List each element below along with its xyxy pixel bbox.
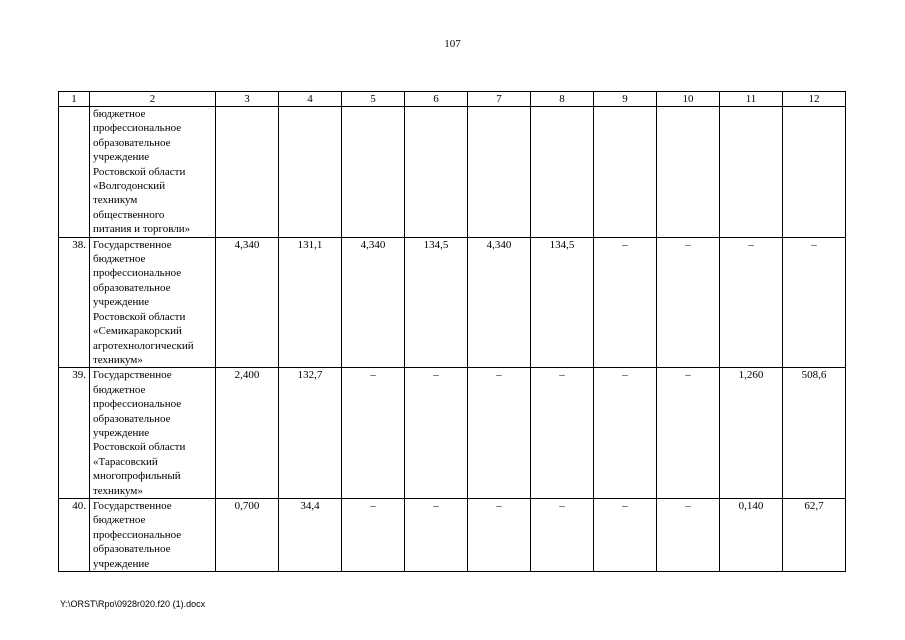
value-cell: – — [783, 237, 846, 368]
value-cell: – — [594, 498, 657, 571]
value-cell: 34,4 — [279, 498, 342, 571]
value-cell: 4,340 — [468, 237, 531, 368]
header-cell: 6 — [405, 92, 468, 107]
value-cell: 1,260 — [720, 368, 783, 499]
name-line: многопрофильный — [93, 470, 181, 483]
header-cell: 8 — [531, 92, 594, 107]
name-line: общественного — [93, 208, 165, 221]
table-row — [59, 107, 846, 238]
value-cell: – — [594, 237, 657, 368]
name-line: Ростовской области — [93, 441, 186, 454]
value-cell — [405, 107, 468, 238]
value-cell — [720, 107, 783, 238]
header-cell: 9 — [594, 92, 657, 107]
row-number: 39. — [59, 368, 90, 499]
name-line: образовательное — [93, 136, 171, 149]
value-cell — [468, 107, 531, 238]
value-cell: 508,6 — [783, 368, 846, 499]
name-line: «Волгодонский — [93, 180, 166, 193]
name-line: образовательное — [93, 543, 171, 556]
value-cell: – — [594, 368, 657, 499]
name-line: «Семикаракорский — [93, 325, 182, 338]
table-row — [59, 498, 846, 571]
name-line: учреждение — [93, 296, 150, 309]
file-path-footer: Y:\ORST\Rpo\0928r020.f20 (1).docx — [60, 599, 206, 609]
table-row — [59, 237, 846, 368]
row-number: 38. — [59, 237, 90, 368]
name-line: агротехнологический — [93, 339, 194, 352]
value-cell: 4,340 — [216, 237, 279, 368]
header-cell: 11 — [720, 92, 783, 107]
header-cell: 3 — [216, 92, 279, 107]
value-cell — [279, 107, 342, 238]
name-line: учреждение — [93, 426, 150, 439]
name-line: профессиональное — [93, 528, 182, 541]
institution-name — [90, 368, 216, 499]
name-line: бюджетное — [93, 253, 146, 266]
name-line: «Тарасовский — [93, 455, 158, 468]
name-line: питания и торговли» — [93, 223, 191, 236]
name-line: Государственное — [93, 369, 172, 382]
value-cell: – — [657, 498, 720, 571]
name-line: техникум» — [93, 353, 143, 366]
name-line: учреждение — [93, 151, 150, 164]
name-line: профессиональное — [93, 267, 182, 280]
name-line: учреждение — [93, 557, 150, 570]
value-cell — [216, 107, 279, 238]
value-cell — [531, 107, 594, 238]
header-cell: 4 — [279, 92, 342, 107]
value-cell: – — [531, 368, 594, 499]
name-line: бюджетное — [93, 108, 146, 120]
name-line: профессиональное — [93, 122, 182, 135]
value-cell: 0,700 — [216, 498, 279, 571]
data-table — [58, 91, 846, 572]
value-cell — [657, 107, 720, 238]
name-line: Ростовской области — [93, 165, 186, 178]
name-line: Ростовской области — [93, 310, 186, 323]
name-line: бюджетное — [93, 383, 146, 396]
value-cell: – — [342, 498, 405, 571]
value-cell: – — [468, 368, 531, 499]
header-row — [59, 92, 846, 107]
name-line: бюджетное — [93, 514, 146, 527]
value-cell: – — [531, 498, 594, 571]
value-cell: 134,5 — [405, 237, 468, 368]
name-line: Государственное — [93, 499, 172, 512]
value-cell: – — [405, 498, 468, 571]
value-cell: 134,5 — [531, 237, 594, 368]
row-number — [59, 107, 90, 238]
value-cell: – — [405, 368, 468, 499]
value-cell: – — [468, 498, 531, 571]
institution-name — [90, 498, 216, 571]
value-cell — [783, 107, 846, 238]
header-cell: 10 — [657, 92, 720, 107]
name-line: профессиональное — [93, 398, 182, 411]
row-number: 40. — [59, 498, 90, 571]
header-cell: 2 — [90, 92, 216, 107]
header-cell: 12 — [783, 92, 846, 107]
value-cell: 132,7 — [279, 368, 342, 499]
header-cell: 5 — [342, 92, 405, 107]
institution-name — [90, 107, 216, 238]
value-cell — [342, 107, 405, 238]
name-line: техникум» — [93, 484, 143, 497]
value-cell: 2,400 — [216, 368, 279, 499]
value-cell: 0,140 — [720, 498, 783, 571]
header-cell: 7 — [468, 92, 531, 107]
value-cell: – — [720, 237, 783, 368]
value-cell: – — [657, 368, 720, 499]
value-cell: 62,7 — [783, 498, 846, 571]
name-line: образовательное — [93, 281, 171, 294]
name-line: образовательное — [93, 412, 171, 425]
page-number: 107 — [444, 38, 461, 50]
header-cell: 1 — [59, 92, 90, 107]
table-row — [59, 368, 846, 499]
name-line: техникум — [93, 194, 138, 207]
value-cell — [594, 107, 657, 238]
name-line: Государственное — [93, 238, 172, 251]
value-cell: 4,340 — [342, 237, 405, 368]
value-cell: – — [342, 368, 405, 499]
value-cell: 131,1 — [279, 237, 342, 368]
institution-name — [90, 237, 216, 368]
value-cell: – — [657, 237, 720, 368]
